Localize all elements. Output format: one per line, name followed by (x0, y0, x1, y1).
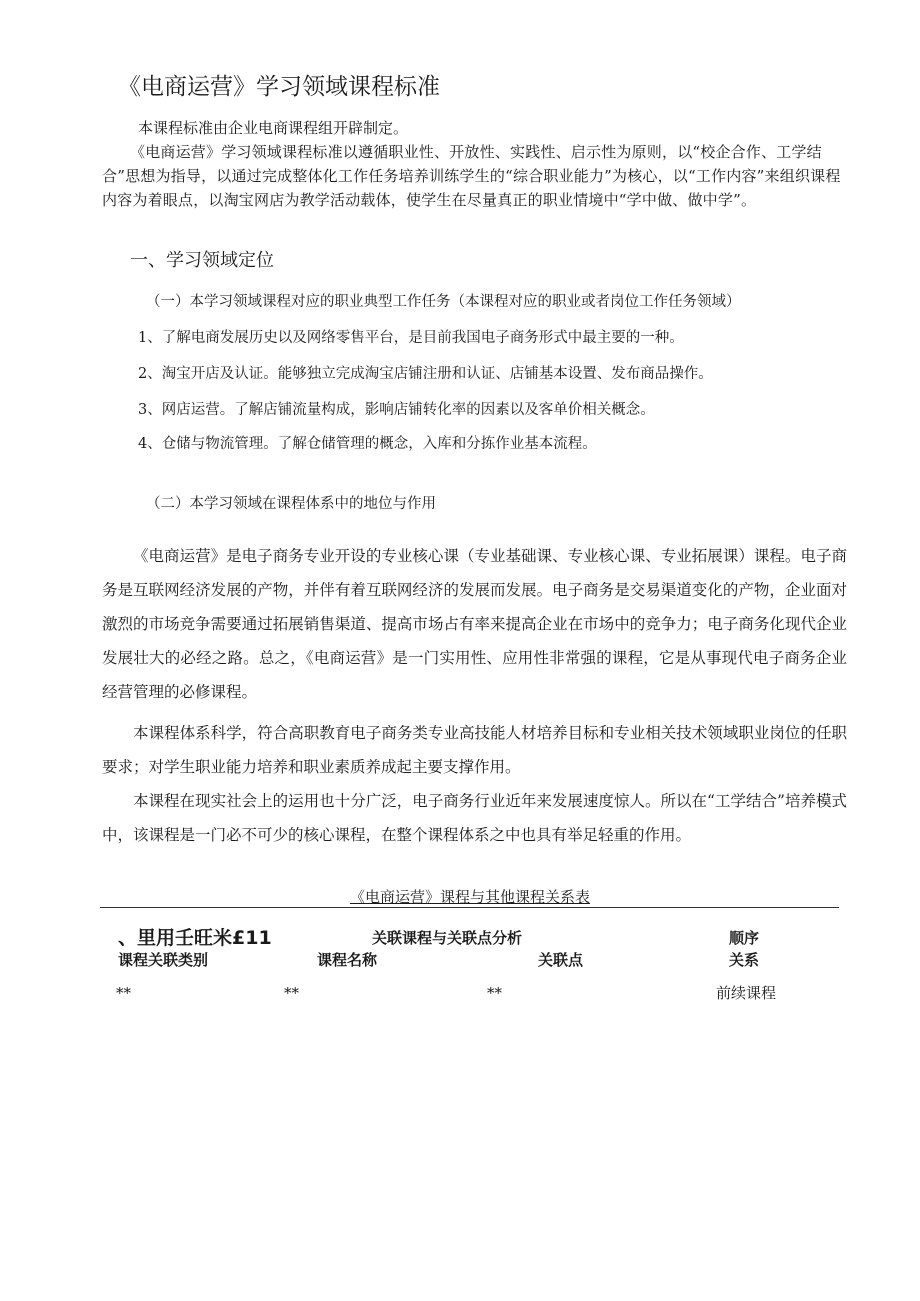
table-header-cell: 顺序 (729, 929, 760, 947)
body-paragraph: 《电商运营》是电子商务专业开设的专业核心课（专业基础课、专业核心课、专业拓展课）课程。电子商务是互联网经济发展的产物，并伴有着互联网经济的发展而发展。电子商务是交易渠道变化的产物，企业面对激烈的市场竞争需要通过拓展销售渠道、提高市场占有率来提高企业在市场中的竞争力；电子商务化现代企业发展壮大的必经之路。总之，《电商运营》是一门实用性、应用性非常强的课程，它是从事现代电子商务企业经营管理的必修课程。 (102, 547, 847, 701)
table-top-rule (100, 907, 839, 908)
subsection-heading-1: （一）本学习领域课程对应的职业典型工作任务（本课程对应的职业或者岗位工作任务领域） (146, 294, 741, 310)
list-item: 2、淘宝开店及认证。能够独立完成淘宝店铺注册和认证、店铺基本设置、发布商品操作。 (138, 366, 713, 382)
table-header-cell: 关系 (729, 951, 760, 969)
table-header-cell: 课程名称 (317, 951, 378, 969)
page-title: 《电商运营》学习领域课程标准 (118, 74, 440, 100)
table-header-cell: 课程关联类别 (118, 951, 209, 969)
intro-line: 本课程标准由企业电商课程组开辟制定。 (138, 119, 409, 137)
subsection-heading-2: （二）本学习领域在课程体系中的地位与作用 (146, 496, 436, 512)
body-paragraph: 本课程在现实社会上的运用也十分广泛，电子商务行业近年来发展速度惊人。所以在“工学结合”培养模式中，该课程是一门必不可少的核心课程，在整个课程体系之中也具有举足轻重的作用。 (102, 792, 847, 844)
intro-paragraph: 《电商运营》学习领域课程标准以遵循职业性、开放性、实践性、启示性为原则，以“校企合作、工学结合”思想为指导，以通过完成整体化工作任务培养训练学生的“综合职业能力”为核心，以“工作内容”来组织课程内容为着眼点，以淘宝网店为教学活动载体，使学生在尽量真正的职业情境中“学中做、做中学”。 (102, 143, 841, 209)
list-item: 3、网店运营。了解店铺流量构成，影响店铺转化率的因素以及客单价相关概念。 (138, 402, 655, 418)
list-item: 1、了解电商发展历史以及网络零售平台，是目前我国电子商务形式中最主要的一种。 (138, 330, 684, 346)
table-cell: 前续课程 (716, 984, 777, 1002)
section-heading: 一、学习领域定位 (130, 250, 274, 271)
table-header-cell: 关联点 (538, 951, 584, 969)
list-item: 4、仓储与物流管理。了解仓储管理的概念，入库和分拣作业基本流程。 (138, 436, 597, 452)
table-header-cell: 关联课程与关联点分析 (372, 929, 523, 947)
body-paragraph: 本课程体系科学，符合高职教育电子商务类专业高技能人材培养目标和专业相关技术领域职业岗位的任职要求；对学生职业能力培养和职业素质养成起主要支撑作用。 (102, 724, 847, 776)
table-cell: ** (116, 984, 131, 1002)
table-header-cell: 、里用壬旺米£11 (118, 927, 272, 949)
table-cell: ** (284, 984, 299, 1002)
table-cell: ** (487, 984, 502, 1002)
table-caption: 《电商运营》课程与其他课程关系表 (349, 888, 590, 906)
